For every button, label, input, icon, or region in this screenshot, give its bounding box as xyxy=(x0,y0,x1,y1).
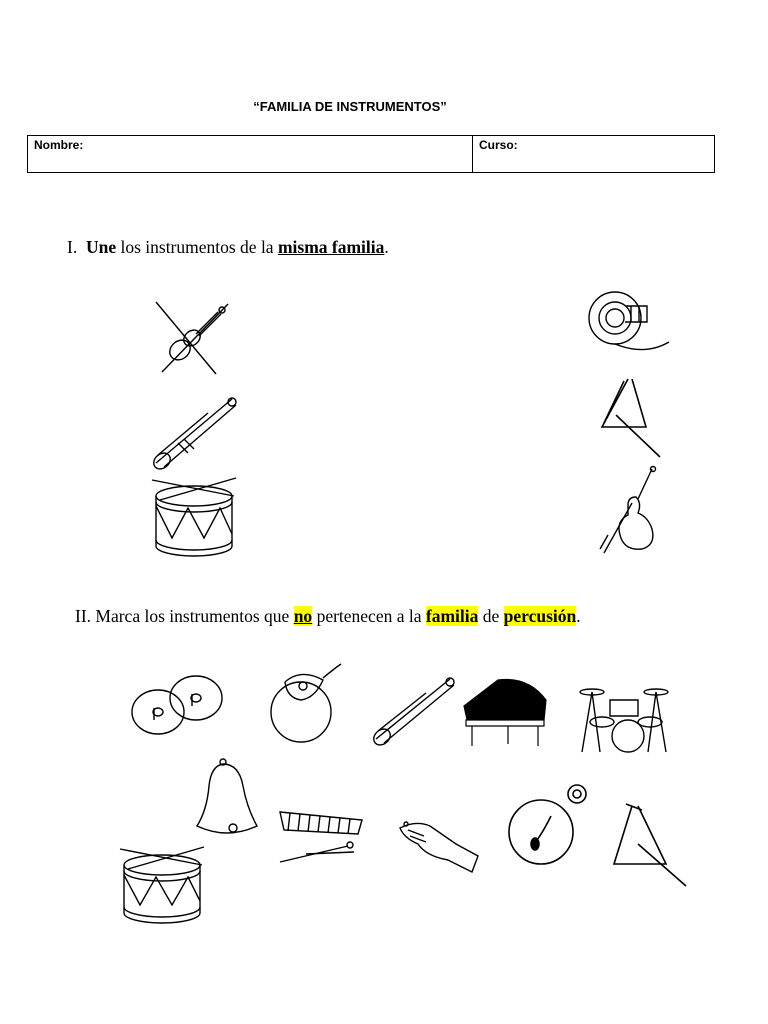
sleigh-bell-icon[interactable] xyxy=(505,782,591,868)
french-horn-icon[interactable] xyxy=(585,286,671,362)
section-2-text-c: de xyxy=(478,606,504,626)
drum-row2-icon[interactable] xyxy=(118,843,208,925)
piano-icon[interactable] xyxy=(458,676,550,748)
xylophone-icon[interactable] xyxy=(276,806,366,866)
cello-icon[interactable] xyxy=(598,465,662,557)
section-1-number: I. xyxy=(67,237,78,257)
trombone-row2-icon[interactable] xyxy=(368,673,456,749)
section-2-text-a: Marca los instrumentos que xyxy=(91,606,294,626)
violin-icon[interactable] xyxy=(152,298,232,378)
section-2-text-d: . xyxy=(576,606,581,626)
section-2-no: no xyxy=(293,606,313,626)
section-1-text-b: . xyxy=(384,237,389,257)
section-2-number: II. xyxy=(75,606,92,626)
section-1-verb: Une xyxy=(85,237,117,257)
section-2-instruction xyxy=(75,606,581,627)
section-2-percusion: percusión xyxy=(503,606,577,626)
bell-icon[interactable] xyxy=(193,758,261,838)
hand-clap-icon[interactable] xyxy=(396,816,480,874)
name-field[interactable] xyxy=(28,136,473,173)
triangle-icon[interactable] xyxy=(598,375,662,459)
course-field[interactable] xyxy=(473,136,715,173)
section-1-text-a: los instrumentos de la xyxy=(116,237,278,257)
castanets-icon[interactable] xyxy=(265,660,345,746)
page-title: “FAMILIA DE INSTRUMENTOS” xyxy=(253,99,447,114)
section-1-instruction xyxy=(67,237,389,258)
cymbals-icon[interactable] xyxy=(130,672,226,736)
section-2-familia: familia xyxy=(425,606,479,626)
section-2-text-b: pertenecen a la xyxy=(312,606,426,626)
trombone-icon[interactable] xyxy=(148,393,238,473)
course-label: Curso: xyxy=(479,138,518,152)
section-1-emphasis: misma familia xyxy=(277,237,385,257)
student-info-table xyxy=(27,135,715,173)
drum-icon[interactable] xyxy=(150,474,240,558)
name-label: Nombre: xyxy=(34,138,84,152)
drum-kit-icon[interactable] xyxy=(578,684,670,754)
triangle-row2-icon[interactable] xyxy=(612,800,688,888)
